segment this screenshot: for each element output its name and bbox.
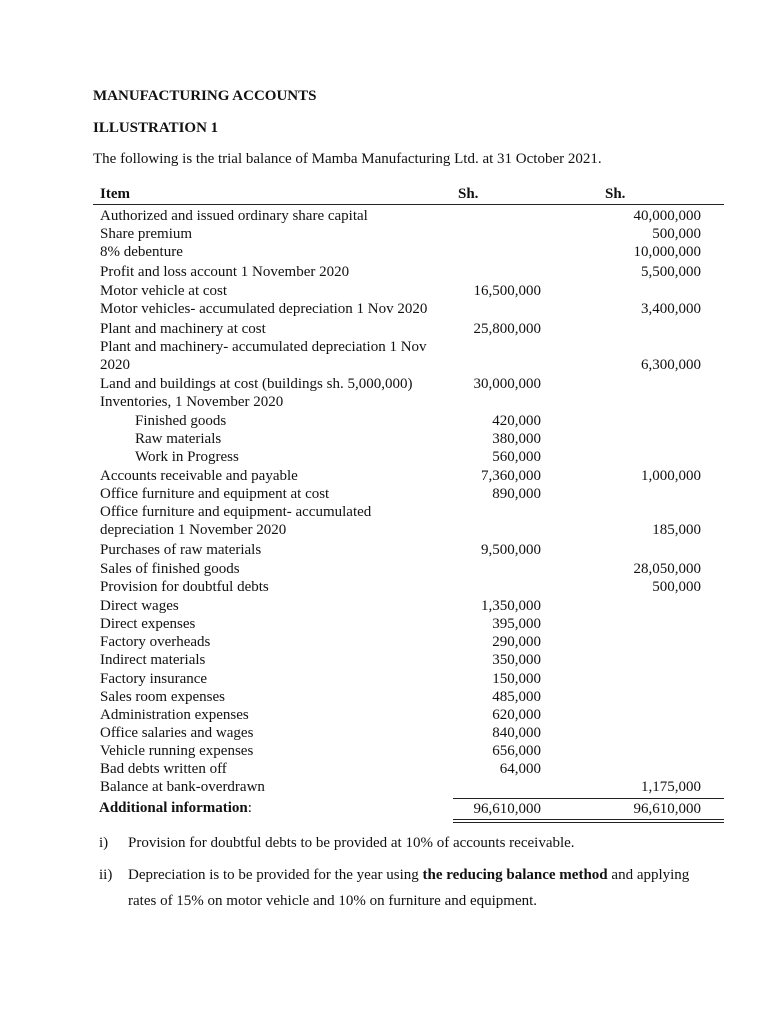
- table-row: [93, 375, 724, 393]
- row-debit-amount: 7,360,000: [481, 468, 541, 484]
- total-debit: 96,610,000: [473, 801, 541, 817]
- row-debit-amount: 380,000: [492, 431, 541, 447]
- row-item-label: Share premium: [100, 226, 193, 242]
- row-item-label: Office salaries and wages: [100, 725, 254, 741]
- table-row: [93, 243, 724, 261]
- row-credit-amount: 10,000,000: [633, 244, 701, 260]
- row-item-label: Administration expenses: [100, 707, 249, 723]
- table-row: [93, 467, 724, 485]
- row-item-label: Profit and loss account 1 November 2020: [100, 264, 350, 280]
- intro-paragraph: The following is the trial balance of Mamba Manufacturing Ltd. at 31 October 2021.: [93, 151, 602, 167]
- row-debit-amount: 290,000: [492, 634, 541, 650]
- row-credit-amount: 40,000,000: [633, 208, 701, 224]
- column-header-item: Item: [100, 186, 130, 202]
- row-item-label: Vehicle running expenses: [100, 743, 254, 759]
- row-item-label: Motor vehicle at cost: [100, 283, 228, 299]
- row-debit-amount: 30,000,000: [473, 376, 541, 392]
- row-item-label: Plant and machinery- accumulated depreciation 1 Nov 2020: [100, 339, 427, 373]
- table-row: [93, 670, 724, 688]
- row-item-label: Sales of finished goods: [100, 561, 240, 577]
- row-item-label: Factory overheads: [100, 634, 211, 650]
- table-row: [93, 651, 724, 669]
- document-title: MANUFACTURING ACCOUNTS: [93, 88, 317, 104]
- totals-rule-top: [453, 798, 724, 799]
- table-row: [93, 282, 724, 300]
- table-row: [93, 578, 724, 596]
- column-header-debit: Sh.: [458, 186, 479, 202]
- table-row: [93, 760, 724, 778]
- row-debit-amount: 350,000: [492, 652, 541, 668]
- row-debit-amount: 485,000: [492, 689, 541, 705]
- row-credit-amount: 5,500,000: [641, 264, 701, 280]
- row-credit-amount: 1,000,000: [641, 468, 701, 484]
- table-row: [93, 778, 724, 796]
- table-row: [93, 503, 724, 539]
- row-item-label: Office furniture and equipment at cost: [100, 486, 330, 502]
- note-text: Depreciation is to be provided for the year using the reducing balance method and applying rates of 15% on motor vehicle and 10% on furniture and equipment.: [128, 867, 690, 909]
- row-debit-amount: 620,000: [492, 707, 541, 723]
- row-credit-amount: 28,050,000: [633, 561, 701, 577]
- row-debit-amount: 840,000: [492, 725, 541, 741]
- row-item-label: Direct wages: [100, 598, 179, 614]
- table-header: [93, 186, 724, 205]
- row-item-label: Inventories, 1 November 2020: [100, 394, 284, 410]
- row-credit-amount: 1,175,000: [641, 779, 701, 795]
- additional-information-heading: Additional information:: [99, 800, 252, 816]
- row-item-label: Raw materials: [135, 431, 222, 447]
- table-row: [93, 688, 724, 706]
- row-item-label: Office furniture and equipment- accumulated depreciation 1 November 2020: [100, 504, 372, 538]
- row-debit-amount: 560,000: [492, 449, 541, 465]
- row-item-label: Indirect materials: [100, 652, 206, 668]
- table-row: [93, 742, 724, 760]
- table-row: [93, 338, 724, 374]
- additional-information-label: Additional information: [99, 800, 248, 816]
- row-debit-amount: 64,000: [499, 761, 541, 777]
- trial-balance-table: [93, 186, 724, 820]
- table-row: [93, 615, 724, 633]
- table-row: [93, 207, 724, 225]
- row-credit-amount: 3,400,000: [641, 301, 701, 317]
- note-number: ii): [99, 867, 113, 883]
- table-row: [93, 560, 724, 578]
- row-credit-amount: 6,300,000: [641, 357, 701, 373]
- totals-double-rule: [453, 819, 724, 823]
- row-credit-amount: 185,000: [652, 522, 701, 538]
- row-debit-amount: 9,500,000: [481, 542, 541, 558]
- table-row: [93, 393, 724, 411]
- row-item-label: Bad debts written off: [100, 761, 227, 777]
- row-item-label: Plant and machinery at cost: [100, 321, 266, 337]
- row-debit-amount: 656,000: [492, 743, 541, 759]
- table-row: [93, 320, 724, 338]
- note-emphasis: the reducing balance method: [422, 867, 608, 883]
- column-header-credit: Sh.: [605, 186, 626, 202]
- table-row: [93, 448, 724, 466]
- row-debit-amount: 1,350,000: [481, 598, 541, 614]
- note-item-1: [99, 830, 699, 856]
- row-item-label: Direct expenses: [100, 616, 196, 632]
- table-row: [93, 706, 724, 724]
- table-row: [93, 485, 724, 503]
- note-text: Provision for doubtful debts to be provided at 10% of accounts receivable.: [128, 835, 575, 851]
- note-item-2: [99, 862, 699, 914]
- table-row: [93, 300, 724, 318]
- row-item-label: Factory insurance: [100, 671, 208, 687]
- table-body: [93, 207, 724, 796]
- row-credit-amount: 500,000: [652, 579, 701, 595]
- row-item-label: Land and buildings at cost (buildings sh. 5,000,000): [100, 376, 413, 392]
- row-item-label: 8% debenture: [100, 244, 183, 260]
- row-item-label: Finished goods: [135, 413, 227, 429]
- row-item-label: Provision for doubtful debts: [100, 579, 269, 595]
- table-row: [93, 541, 724, 559]
- total-credit: 96,610,000: [633, 801, 701, 817]
- row-debit-amount: 420,000: [492, 413, 541, 429]
- row-item-label: Purchases of raw materials: [100, 542, 262, 558]
- table-row: [93, 597, 724, 615]
- row-item-label: Work in Progress: [135, 449, 239, 465]
- note-number: i): [99, 835, 109, 851]
- table-row: [93, 430, 724, 448]
- row-item-label: Authorized and issued ordinary share capital: [100, 208, 368, 224]
- row-debit-amount: 890,000: [492, 486, 541, 502]
- row-item-label: Balance at bank-overdrawn: [100, 779, 265, 795]
- table-row: [93, 724, 724, 742]
- row-debit-amount: 395,000: [492, 616, 541, 632]
- row-item-label: Motor vehicles- accumulated depreciation 1 Nov 2020: [100, 301, 428, 317]
- table-row: [93, 412, 724, 430]
- row-debit-amount: 16,500,000: [473, 283, 541, 299]
- row-item-label: Sales room expenses: [100, 689, 225, 705]
- table-row: [93, 633, 724, 651]
- document-subtitle: ILLUSTRATION 1: [93, 120, 219, 136]
- table-row: [93, 225, 724, 243]
- row-item-label: Accounts receivable and payable: [100, 468, 298, 484]
- row-debit-amount: 25,800,000: [473, 321, 541, 337]
- table-row: [93, 263, 724, 281]
- row-debit-amount: 150,000: [492, 671, 541, 687]
- row-credit-amount: 500,000: [652, 226, 701, 242]
